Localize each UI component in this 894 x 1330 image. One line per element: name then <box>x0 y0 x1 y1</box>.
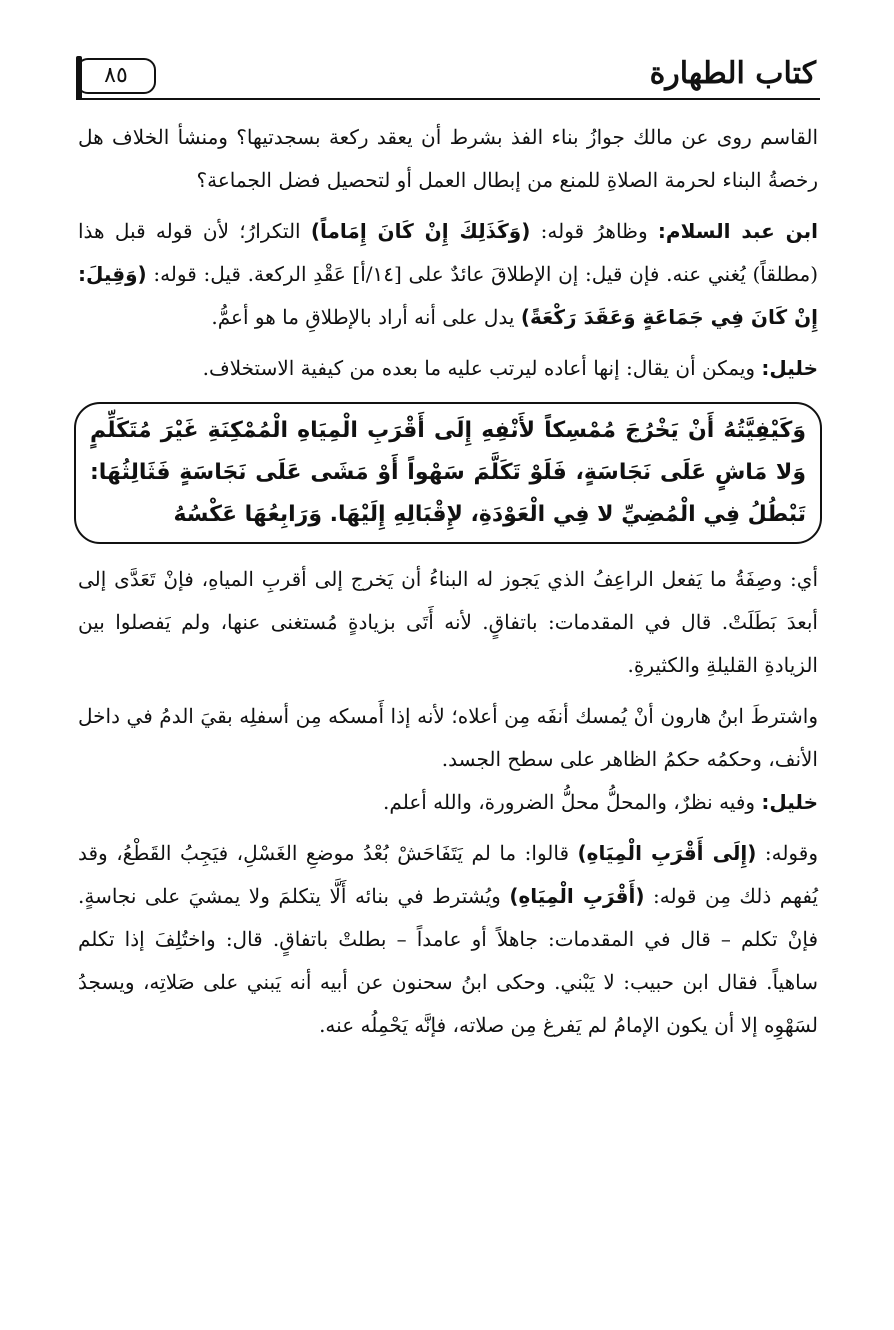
page-number: ٨٥ <box>76 58 156 94</box>
speaker-label: خليل: <box>761 790 818 814</box>
speaker-label: خليل: <box>761 356 818 380</box>
paragraph-2 <box>78 210 818 339</box>
header-rule <box>76 98 820 100</box>
matn-quote: (وَقِيلَ: إِنْ كَانَ فِي جَمَاعَةٍ وَعَقَدَ رَكْعَةً) <box>78 262 818 329</box>
paragraph-text: وظاهرُ قوله: <box>530 219 658 243</box>
speaker-label: ابن عبد السلام: <box>657 219 818 243</box>
matn-quote: (أَقْرَبِ الْمِيَاهِ) <box>509 884 645 908</box>
paragraph-text: ويُشترط في بنائه أَلَّا يتكلمَ ولا يمشيَ على نجاسةٍ. فإنْ تكلم – قال في المقدمات: جاهلاً أو عامداً – بطلتْ باتفاقٍ. قال: واختُلِفَ إذا تكلم ساهياً. فقال ابن حبيب: لا يَبْني. وحكى ابنُ سحنون عن أبيه أنه يَبني على صَلاتِه، ويسجدُ لسَهْوِه إلا أن يكون الإمامُ لم يَفرغ مِن صلاته، فإنَّه يَحْمِلُه عنه. <box>78 884 818 1037</box>
paragraph-3 <box>78 347 818 390</box>
paragraph-5: واشترطَ ابنُ هارون أنْ يُمسك أنفَه مِن أعلاه؛ لأنه إذا أَمسكه مِن أسفلِه بقيَ الدمُ في داخل الأنف، وحكمُه حكمُ الظاهر على سطح الجسد. <box>78 704 818 771</box>
page-header <box>76 54 820 102</box>
header-rule-end <box>76 56 82 100</box>
paragraph-1: القاسم روى عن مالك جوازُ بناء الفذ بشرط أن يعقد ركعة بسجدتيها؟ ومنشأ الخلاف هل رخصةُ البناء لحرمة الصلاةِ للمنع من إبطال العمل أو لتحصيل فضل الجماعة؟ <box>78 125 818 192</box>
paragraph-text: وقوله: <box>756 841 818 865</box>
book-title: كتاب الطهارة <box>649 56 816 91</box>
matn-box: وَكَيْفِيَّتُهُ أَنْ يَخْرُجَ مُمْسِكاً لأَنْفِهِ إِلَى أَقْرَبِ الْمِيَاهِ الْمُمْكِنَةِ غَيْرَ مُتَكَلِّمٍ وَلا مَاشٍ عَلَى نَجَاسَةٍ، فَلَوْ تَكَلَّمَ سَهْواً أَوْ مَشَى عَلَى نَجَاسَةٍ فَثَالِثُهَا: تَبْطُلُ فِي الْمُضِيِّ لا فِي الْعَوْدَةِ، لإِقْبَالِهِ إِلَيْهَا. وَرَابِعُهَا عَكْسُهُ <box>74 402 822 544</box>
matn-quote: (وَكَذَلِكَ إِنْ كَانَ إِمَاماً) <box>310 219 531 243</box>
matn-quote: (إِلَى أَقْرَبِ الْمِيَاهِ) <box>577 841 757 865</box>
paragraph-text: يدل على أنه أراد بالإطلاقِ ما هو أعمُّ. <box>211 305 521 329</box>
paragraph-text: ويمكن أن يقال: إنها أعاده ليرتب عليه ما بعده من كيفية الاستخلاف. <box>202 356 762 380</box>
paragraph-text: وفيه نظرٌ، والمحلُّ محلُّ الضرورة، والله أعلم. <box>383 790 762 814</box>
paragraph-6 <box>78 781 818 824</box>
paragraph-text: قالوا: ما لم يَتَفَاحَشْ بُعْدُ موضعِ الغَسْلِ، فيَجِبُ القَطْعُ، وقد يُفهم ذلك مِن قوله: <box>78 841 818 908</box>
paragraph-4: أي: وصِفَةُ ما يَفعل الراعِفُ الذي يَجوز له البناءُ أن يَخرج إلى أقربِ المياهِ، فإنْ تَعَدَّى إلى أبعدَ بَطَلَتْ. قال في المقدمات: باتفاقٍ. لأنه أَتَى بزيادةٍ مُستغنى عنها، ولم يَفصلوا بين الزيادةِ القليلةِ والكثيرةِ. <box>78 567 818 677</box>
paragraph-text: التكرارُ؛ لأن قوله قبل هذا (مطلقاً) يُغني عنه. فإن قيل: إن الإطلاقَ عائدٌ على [١٤/أ] عَقْدِ الركعة. قيل: قوله: <box>78 219 819 286</box>
page-content <box>78 116 818 1047</box>
paragraph-7 <box>78 832 818 1047</box>
